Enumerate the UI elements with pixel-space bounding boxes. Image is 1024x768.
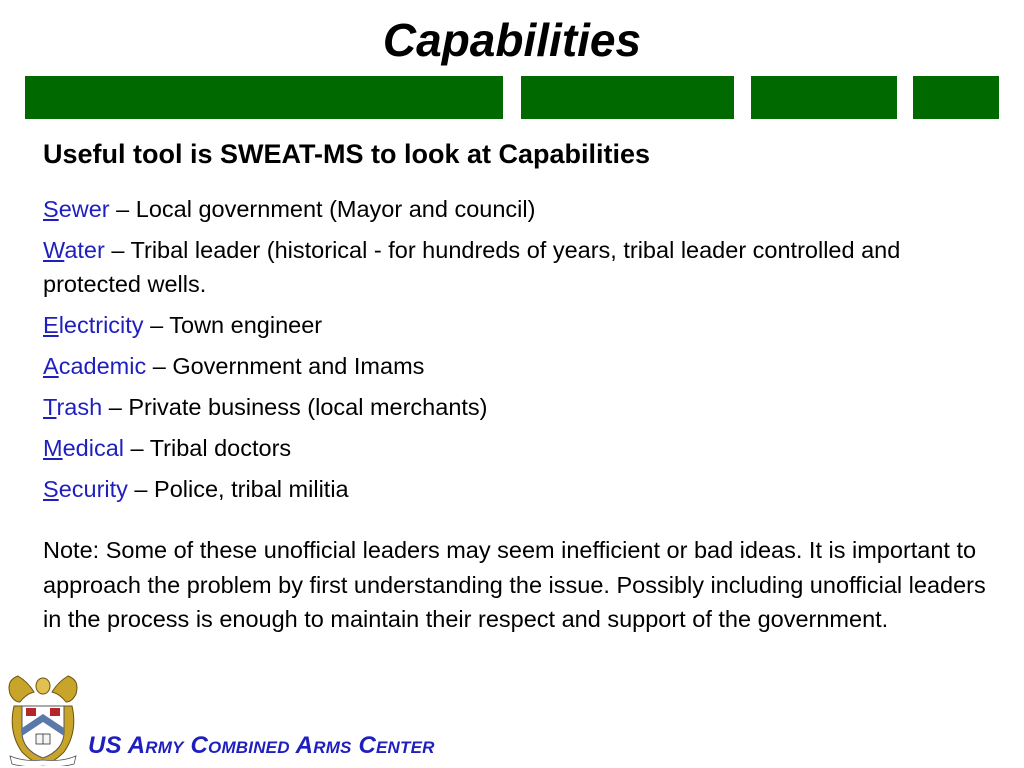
item-term (43, 435, 124, 461)
item-description: – Local government (Mayor and council) (109, 196, 536, 222)
slide-title: Capabilities (382, 14, 642, 66)
title-bar-segment-3 (751, 76, 897, 119)
item-term (43, 237, 105, 263)
item-term (43, 394, 102, 420)
note-paragraph: Note: Some of these unofficial leaders may seem inefficient or bad ideas. It is important to approach the problem by first understanding the issue. Possibly including unofficial leaders in the process is enough to maintain their respect and support of the government. (43, 537, 986, 632)
list-item (43, 192, 993, 226)
term-rest: rash (56, 394, 103, 420)
term-initial: T (43, 394, 57, 420)
list-item (43, 349, 993, 383)
term-initial: S (43, 196, 59, 222)
item-description: – Government and Imams (146, 353, 425, 379)
term-initial: M (43, 435, 63, 461)
title-bar-segment-4 (913, 76, 999, 119)
term-rest: ewer (58, 196, 110, 222)
list-item (43, 233, 993, 301)
list-item (43, 308, 993, 342)
term-initial: A (43, 353, 59, 379)
term-initial: S (43, 476, 59, 502)
item-description: – Tribal doctors (123, 435, 292, 461)
term-rest: cademic (58, 353, 147, 379)
item-term (43, 196, 110, 222)
title-bar-segment-2 (521, 76, 734, 119)
list-item (43, 431, 993, 465)
term-rest: ecurity (58, 476, 128, 502)
army-crest-icon (4, 672, 82, 766)
item-term (43, 476, 128, 502)
item-term (43, 312, 144, 338)
title-bar-segment-1 (25, 76, 503, 119)
term-initial: E (43, 312, 59, 338)
term-rest: edical (62, 435, 124, 461)
slide-subtitle: Useful tool is SWEAT-MS to look at Capabilities (43, 139, 651, 169)
list-item (43, 472, 993, 506)
term-rest: lectricity (58, 312, 144, 338)
term-initial: W (43, 237, 65, 263)
list-item (43, 390, 993, 424)
footer-organization: US Army Combined Arms Center (88, 732, 435, 759)
item-description: – Town engineer (143, 312, 323, 338)
item-description: – Tribal leader (historical - for hundreds of years, tribal leader controlled and protected wells. (43, 237, 901, 297)
item-term (43, 353, 146, 379)
slide-body (43, 134, 993, 637)
item-description: – Private business (local merchants) (102, 394, 488, 420)
item-description: – Police, tribal militia (127, 476, 349, 502)
term-rest: ater (64, 237, 105, 263)
